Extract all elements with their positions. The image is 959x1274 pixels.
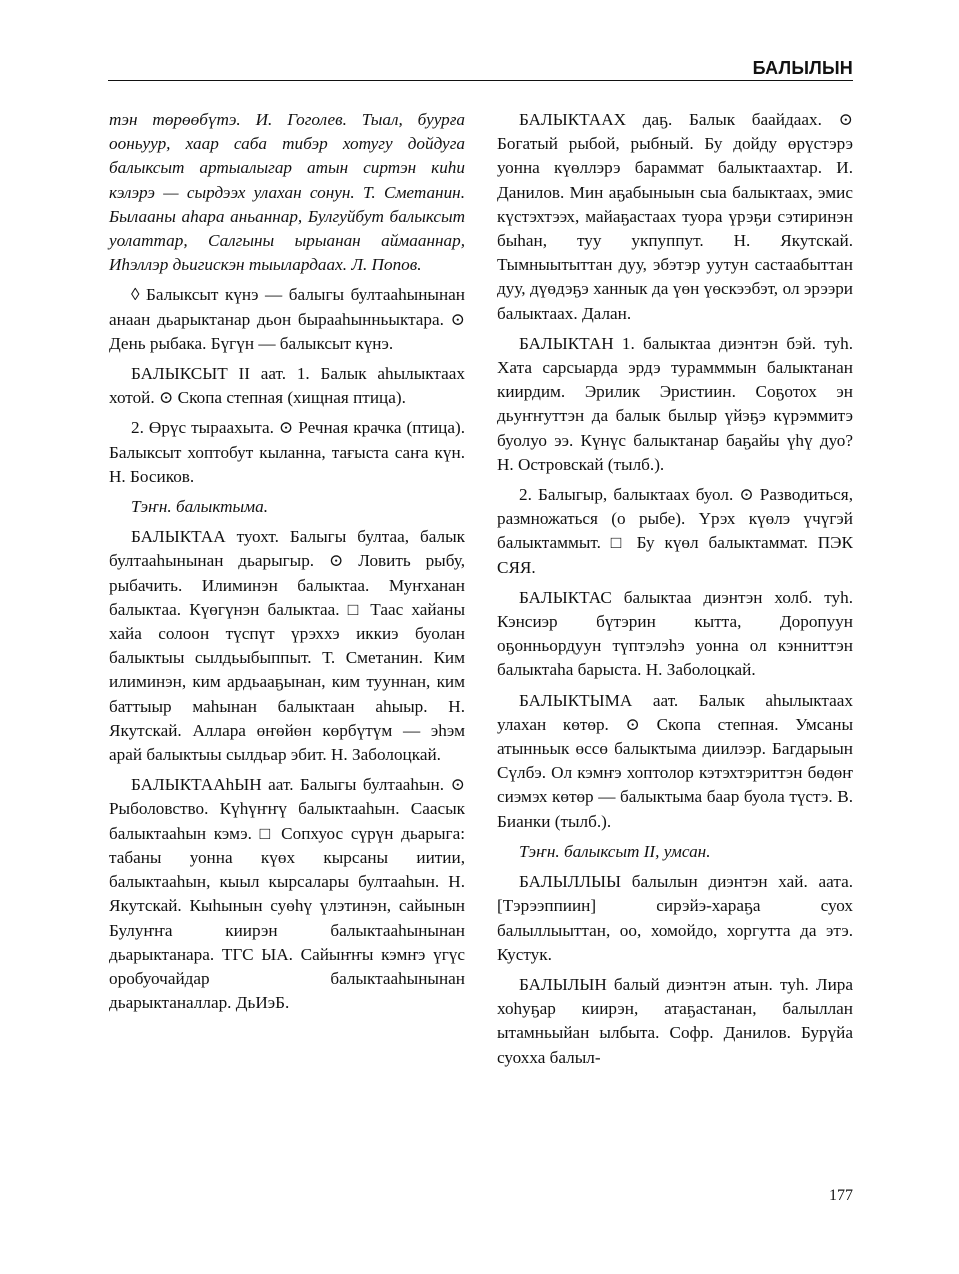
- left-column: [109, 108, 465, 1021]
- right-paragraph-2: БАЛЫКТАН 1. балыктаа диэнтэн бэй. туh. Хата сарсыарда эрдэ турамммын балыктанан киирдим. Эрилик Эристиин. Соҕотох эн дьуҥҥуттэн да балык былыр үйэҕэ күрэммитэ буолуо ээ. Күнүс балыктанар баҕайы үhү дуо? Н. Островскай (тылб.).: [497, 333, 853, 474]
- left-paragraph-1: тэн төрөөбүтэ. И. Гоголев. Тыал, буурға ооньуур, хаар саба тибэр хотугу дойдуга балыксыт артыалыгар атын сиртэн киhи кэлэрэ — сырдээх улахан сонун. Т. Сметанин. Былааны аhара аньаннар, Булгуйбут балыксыт уолаттар, Салгыны ырыанан аймааннар, Иhэллэр дьигискэн тыылардаах. Л. Попов.: [109, 110, 465, 275]
- header-rule: [108, 80, 853, 81]
- left-paragraph-3: БАЛЫКСЫТ II аат. 1. Балык аhылыктаах хотой. ⊙ Скопа степная (хищная птица).: [109, 364, 465, 408]
- right-paragraph-3: 2. Балыгыр, балыктаах буол. ⊙ Разводиться, размножаться (о рыбе). Үрэх күөлэ үчүгэй балыктаммыт. □ Бу күөл балыктаммат. ПЭК СЯЯ.: [497, 485, 853, 577]
- left-paragraph-6: БАЛЫКТАА туохт. Балыгы бултаа, балык бултааhынынан дьарыгыр. ⊙ Ловить рыбу, рыбачить. Илиминэн балыктаа. Муҥханан балыктаа. Күөгүнэн балыктаа. □ Таас хайаны хайа солоон түспүт үрэххэ иккиэ буолан балыктыы сылдьыбыппыт. Т. Сметанин. Ким илиминэн, ким ардьааҕынан, ким тууннан, ким баттыыр маhынан балыктаан аhыыр. Н. Якутскай. Аллара өҥөйөн көрбүтүм — эһэм арай балыктыы сылдьар эбит. Н. Заболоцкай.: [109, 527, 465, 765]
- page-number: 177: [829, 1187, 853, 1204]
- left-paragraph-7: БАЛЫКТААhЫН аат. Балыгы бултааhын. ⊙ Рыболовство. Күhүҥҥү балыктааhын. Саасык балыктааhын кэмэ. □ Сопхуос сүрүн дьарыга: табаны уонна күөх кырсаны иитии, балыктааhын, кыыл кырсалары бултааhын. Н. Якутскай. Кыhынын суөhү үлэтинэн, сайынын Булуҥҥа киирэн балыктааhынынан дьарыктанара. ТГС ЫА. Сайыҥҥы кэмҥэ үгүс оробуочайдар балыктааhынынан дьарыктаналлар. ДьИэБ.: [109, 775, 465, 1013]
- left-paragraph-4: 2. Өрүс тыраахыта. ⊙ Речная крачка (птица). Балыксыт хоптобут кыланна, тағыста саҥа күн. Н. Босиков.: [109, 418, 465, 486]
- left-paragraph-5: Тэҥн. балыктыма.: [131, 497, 269, 517]
- right-paragraph-1: БАЛЫКТААХ даҕ. Балык баайдаах. ⊙ Богатый рыбой, рыбный. Бу дойду өрүстэрэ уонна күөллэрэ бараммат балыктаахтар. И. Данилов. Мин аҕабыныын сыа балыктаах, эмис күстэхтээх, майаҕастаах туора үрэҕи сэтиринэн быhан, туу укпуппут. Н. Якутскай. Тымныытыттан дуу, эбэтэр уутун састаабыттан дуу, дүөдэҕэ ханнык да үөн үөскээбэт, ол эрээри балыктаах. Далан.: [497, 110, 853, 323]
- right-paragraph-4: БАЛЫКТАС балыктаа диэнтэн холб. туh. Кэнсиэр бүтэрин кытта, Доропуун оҕонньордуун түптэлэhэ уонна ол кэнниттэн балыктаhа барыста. Н. Заболоцкай.: [497, 587, 853, 680]
- right-paragraph-5: БАЛЫКТЫМА аат. Балык аhылыктаах улахан көтөр. ⊙ Скопа степная. Умсаны атынньык өссө балыктыма диилээр. Багдарыын Сүлбэ. Ол кэмҥэ хоптолор кэтэхтэриттэн бөдөҥ сиэмэх көтөр — балыктыма баар буола түстэ. В. Бианки (тылб.).: [497, 690, 853, 831]
- right-column: [497, 108, 853, 1076]
- right-paragraph-6: Тэҥн. балыксыт II, умсан.: [519, 841, 711, 861]
- right-paragraph-7: БАЛЫЛЛЫЫ балылын диэнтэн хай. аата. [Тэрээппиин] сирэйэ-хараҕа суох балыллыыттан, оо, хомойдо, хоргутта да этэ. Кустук.: [497, 872, 853, 964]
- left-paragraph-2: ◊ Балыксыт күнэ — балыгы бултааhынынан анаан дьарыктанар дьон бырааhынньыктара. ⊙ День рыбака. Бүгүн — балыксыт күнэ.: [109, 285, 465, 353]
- page-header-title: БАЛЫЛЫН: [752, 58, 853, 78]
- right-paragraph-8: БАЛЫЛЫН балый диэнтэн атын. туh. Лира хоhуҕар киирэн, атаҕастанан, балыллан ытамньыйан ылбыта. Софр. Данилов. Бурүйа суохха балыл-: [497, 974, 853, 1067]
